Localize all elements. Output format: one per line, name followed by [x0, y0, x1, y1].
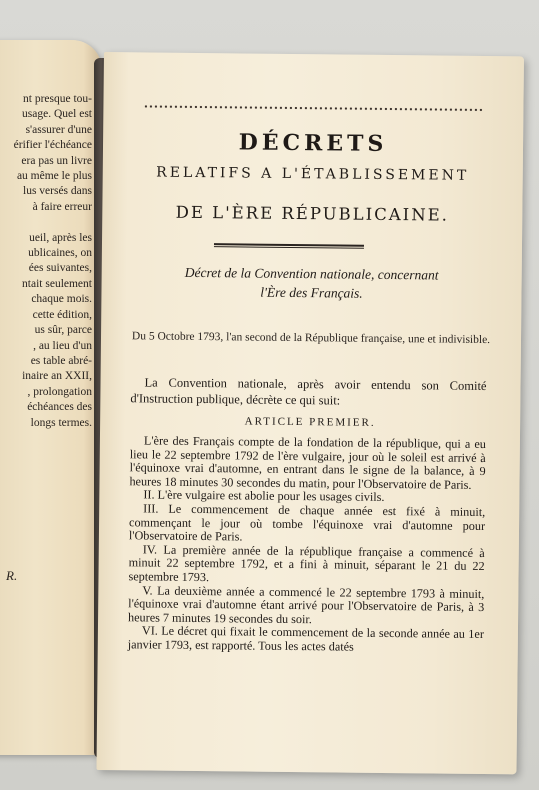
decree-paragraph: III. Le commencement de chaque année est fixé à minuit, commençant le jour où tombe l'équinoxe vrai d'automne pour l'Observatoire de Paris. [128, 501, 486, 544]
decree-intro: La Convention nationale, après avoir entendu son Comité d'Instruction publique, décrète ce qui suit: [130, 375, 487, 408]
left-line: s'assurer d'une [25, 123, 92, 136]
page-subtitle-second: DE L'ÈRE RÉPUBLICAINE. [175, 202, 450, 225]
left-line: à faire erreur [32, 200, 92, 213]
left-line: érifier l'échéance [13, 139, 92, 152]
double-rule-divider [214, 243, 364, 249]
left-line: usage. Quel est [22, 108, 92, 121]
left-line: ueil, après les [29, 231, 92, 244]
decree-title [141, 262, 481, 304]
page-title: DÉCRETS [238, 129, 388, 157]
left-line: au même le plus [16, 170, 92, 183]
left-line: es table abré- [30, 354, 92, 367]
decree-paragraph: L'ère des Français compte de la fondation de la république, qui a eu lieu le 22 septembre 1792 de l'ère vulgaire, jour où le soleil est arrivé à l'équinoxe vrai d'automne, en entrant dans le signe de la balance, à 9 heures 18 minutes 30 secondes du matin, pour l'Observatoire de Paris. [129, 433, 486, 492]
left-line: ublicaines, on [28, 247, 92, 260]
left-page-signature: R. [6, 568, 18, 583]
decree-paragraph: VI. Le décret qui fixait le commencement de la seconde année au 1er janvier 1793, est rapporté. Tous les actes datés [127, 623, 484, 654]
left-page-text [0, 92, 100, 431]
left-line: us sûr, parce [34, 324, 92, 337]
decree-title-line: l'Ère des Français. [260, 284, 363, 301]
right-page [96, 52, 523, 774]
left-line: , prolongation [27, 385, 92, 398]
ornamental-dotted-rule [143, 104, 483, 112]
left-line: lus versés dans [23, 185, 92, 198]
left-line: , au lieu d'un [33, 339, 92, 352]
left-line: era pas un livre [21, 154, 92, 167]
decree-paragraph: II. L'ère vulgaire est abolie pour les usages civils. [143, 487, 385, 505]
left-line: inaire an XXII, [22, 370, 92, 383]
decree-date: Du 5 Octobre 1793, l'an second de la République française, une et indivisible. [131, 330, 491, 347]
left-line: chaque mois. [31, 293, 92, 306]
left-line: échéances des [27, 401, 92, 414]
left-line: ntait seulement [22, 277, 92, 290]
left-line: nt presque tou- [23, 93, 92, 105]
left-line: ées suivantes, [28, 262, 92, 275]
page-subtitle: RELATIFS A L'ÉTABLISSEMENT [156, 164, 470, 184]
decree-paragraph: IV. La première année de la république française a commencé à minuit 22 septembre 1792, et a fini à minuit, séparant le 21 du 22 septembre 1793. [128, 542, 485, 585]
decree-paragraph: V. La deuxième année a commencé le 22 septembre 1793 à minuit, l'équinoxe vrai d'automne étant arrivé pour l'Observatoire de Paris, à 3 heures 7 minutes 19 secondes du soir. [128, 582, 485, 626]
left-page [0, 40, 102, 755]
left-line [0, 215, 100, 230]
article-heading: ARTICLE PREMIER. [244, 415, 376, 429]
left-line: longs termes. [30, 416, 92, 429]
decree-body [128, 434, 486, 655]
decree-title-line: Décret de la Convention nationale, concernant [184, 264, 439, 283]
left-line: cette édition, [32, 308, 92, 321]
